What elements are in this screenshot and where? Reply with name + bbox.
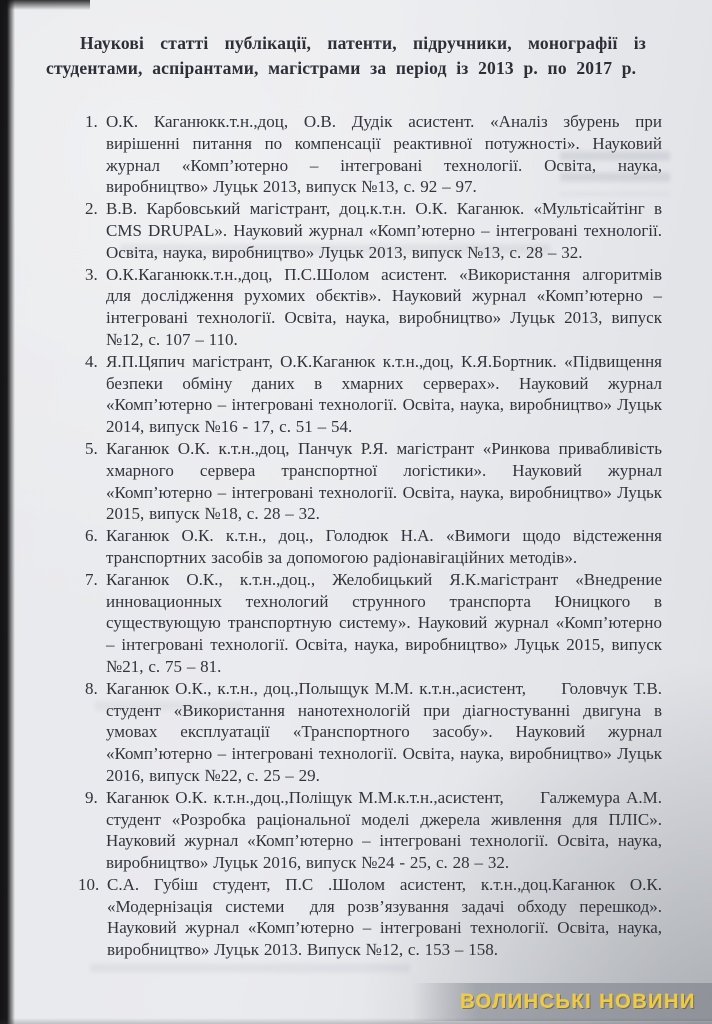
item-number: 7. — [85, 569, 98, 589]
item-text: Каганюк О.К., к.т.н.,доц., Желобицький Я.К.магістрант «Внедрение инновационных технологий струнного транспорта Юницкого в существующую транспортную систему». Науковий журнал «Комп’ютерно – інтегровані технології. Освіта, наука, виробництво» Луцьк 2015, випуск №21, с. 75 – 81. — [106, 569, 662, 676]
publication-item-5 — [85, 438, 662, 525]
item-text: Каганюк О.К. к.т.н., доц., Голодюк Н.А. «Вимоги щодо відстеження транспортних засобів за допомогою радіонавігаційних методів». — [106, 526, 662, 567]
item-number: 4. — [85, 351, 98, 371]
publication-item-6 — [85, 525, 662, 569]
publication-item-9 — [85, 787, 662, 874]
item-text: О.К. Каганюкк.т.н.,доц, О.В. Дудік асистент. «Аналіз збурень при вирішенні питання по компенсації реактивної потужності». Науковий журнал «Комп’ютерно – інтегровані технології. Освіта, наука, виробництво» Луцьк 2013, випуск №13, с. 92 – 97. — [106, 112, 662, 197]
item-number: 9. — [85, 787, 98, 807]
item-text: О.К.Каганюкк.т.н.,доц, П.С.Шолом асистент. «Використання алгоритмів для дослідження рухомих обєктів». Науковий журнал «Комп’ютерно – інтегровані технології. Освіта, наука, виробництво» Луцьк 2013, випуск №12, с. 107 – 110. — [106, 264, 662, 349]
item-number: 10. — [78, 874, 100, 894]
publication-item-4 — [85, 351, 662, 438]
publication-item-1 — [85, 111, 662, 198]
item-number: 1. — [85, 112, 98, 131]
publication-item-3 — [85, 264, 662, 351]
item-text: С.А. Губіш студент, П.С .Шолом асистент, к.т.н.,доц.Каганюк О.К. «Модернізація системи для розв’язування задачі обходу перешкод». Науковий журнал «Комп’ютерно – інтегровані технології. Освіта, наука, виробництво» Луцьк 2013. Випуск №12, с. 153 – 158. — [107, 874, 662, 960]
news-watermark — [412, 983, 712, 1021]
publication-list — [78, 111, 662, 961]
publication-item-2 — [85, 198, 662, 263]
item-number: 8. — [85, 678, 98, 698]
item-text: Каганюк О.К., к.т.н., доц.,Полыщук М.М. к.т.н.,асистент, Головчук Т.В. студент «Використання нанотехнологій при діагностуванні двигуна в умовах експлуатації «Транспортного засобу». Науковий журнал «Комп’ютерно – інтегровані технології. Освіта, наука, виробництво» Луцьк 2016, випуск №22, с. 25 – 29. — [106, 678, 662, 785]
publication-item-7 — [85, 569, 662, 678]
item-text: Я.П.Цяпич магістрант, О.К.Каганюк к.т.н.,доц, К.Я.Бортник. «Підвищення безпеки обміну даних в хмарних серверах». Науковий журнал «Комп’ютерно – інтегровані технології. Освіта, наука, виробництво» Луцьк 2014, випуск №16 - 17, с. 51 – 54. — [106, 351, 662, 437]
document-title: Наукові статті публікації, патенти, підручники, монографії із студентами, аспірантами, магістрами за період із 2013 р. по 2017 р. — [46, 33, 646, 78]
publication-item-8 — [85, 678, 662, 787]
item-number: 6. — [85, 526, 98, 546]
photo-edge-left — [0, 0, 16, 1024]
photo-edge-bottom — [0, 1018, 712, 1024]
publication-item-10 — [78, 874, 662, 961]
item-number: 5. — [85, 438, 98, 458]
item-number: 2. — [85, 199, 98, 219]
item-text: Каганюк О.К. к.т.н.,доц.,Поліщук М.М.к.т.н.,асистент, Галжемура А.М. студент «Розробка раціональної моделі джерела живлення для ПЛІС». Науковий журнал «Комп’ютерно – інтегровані технології. Освіта, наука, виробництво» Луцьк 2016, випуск №24 - 25, с. 28 – 32. — [106, 787, 662, 873]
watermark-text: ВОЛИНСЬКІ НОВИНИ — [460, 990, 696, 1013]
item-number: 3. — [85, 264, 98, 284]
bleedthrough-artifact — [90, 962, 410, 976]
item-text: Каганюк О.К. к.т.н.,доц, Панчук Р.Я. магістрант «Ринкова привабливість хмарного сервера транспортної логістики». Науковий журнал «Комп’ютерно – інтегровані технології. Освіта, наука, виробництво» Луцьк 2015, випуск №18, с. 28 – 32. — [106, 438, 662, 524]
photo-edge-top — [0, 0, 90, 10]
item-text: В.В. Карбовський магістрант, доц.к.т.н. О.К. Каганюк. «Мультісайтінг в CMS DRUPAL». Науковий журнал «Комп’ютерно – інтегровані технології. Освіта, наука, виробництво» Луцьк 2013, випуск №13, с. 28 – 32. — [106, 199, 662, 262]
